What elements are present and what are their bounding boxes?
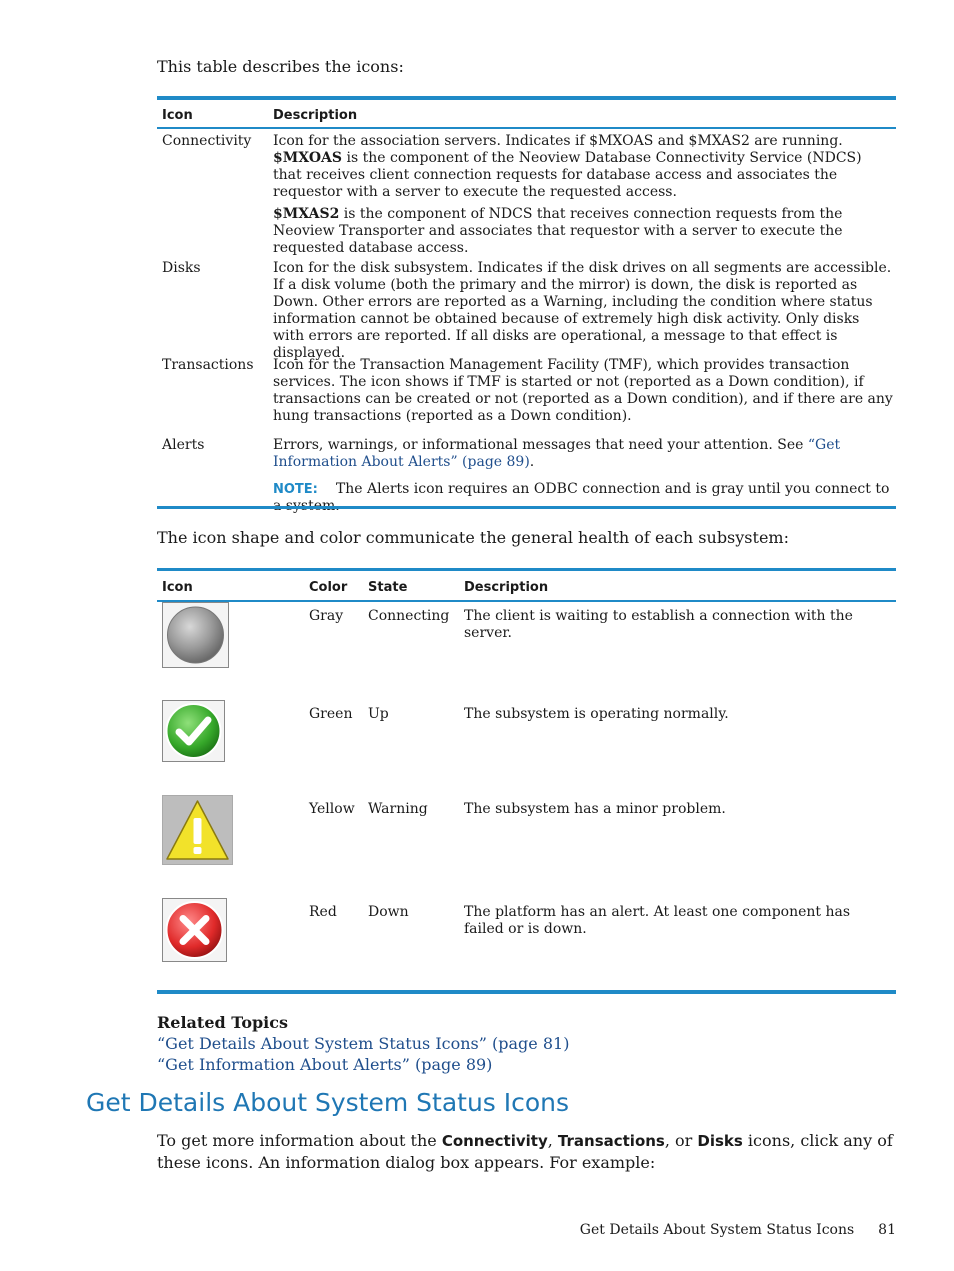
footer-title: Get Details About System Status Icons	[579, 1222, 855, 1238]
related-topics	[157, 1012, 569, 1075]
header-icon: Icon	[162, 580, 193, 595]
header-color: Color	[309, 580, 348, 595]
page-number: 81	[878, 1222, 896, 1238]
row-description: The subsystem is operating normally.	[464, 706, 729, 722]
related-link-status-icons[interactable]: “Get Details About System Status Icons” (page 81)	[157, 1034, 570, 1053]
table-row	[157, 904, 896, 984]
ui-term: Disks	[697, 1132, 743, 1150]
note-label: NOTE:	[273, 482, 318, 497]
status-table	[157, 568, 896, 996]
header-description: Description	[464, 580, 549, 595]
table-row	[157, 801, 896, 881]
row-color: Green	[309, 706, 353, 722]
row-name: Connectivity	[162, 133, 252, 149]
table-row	[157, 608, 896, 688]
table-header	[157, 571, 896, 602]
row-name: Disks	[162, 260, 201, 276]
table-bottom-rule	[157, 506, 896, 509]
desc-paragraph	[273, 206, 893, 257]
row-color: Gray	[309, 608, 344, 624]
body-text: ,	[547, 1131, 558, 1150]
body-text: To get more information about the	[157, 1131, 442, 1150]
desc-paragraph	[273, 437, 893, 471]
desc-paragraph	[273, 150, 893, 201]
row-state: Connecting	[368, 608, 450, 624]
ui-term: Connectivity	[441, 1132, 548, 1150]
row-state: Down	[368, 904, 409, 920]
note	[273, 481, 893, 515]
icons-table	[157, 96, 896, 497]
row-state: Up	[368, 706, 389, 722]
row-description	[273, 437, 893, 515]
note-text: The Alerts icon requires an ODBC connection and is gray until you connect to	[335, 481, 890, 497]
related-title: Related Topics	[157, 1013, 289, 1032]
row-description: Icon for the Transaction Management Facility (TMF), which provides transaction services. The icon shows if TMF is started or not (reported as a Down condition), if transactions can be created or not (reported as a Down condition), and if there are any hung transactions (reported as a Down condition).	[273, 357, 893, 424]
desc-text: is the component of the Neoview Database Connectivity Service (NDCS) that receives client connection requests for database access and associates the requestor with a server to execute the requested access.	[273, 150, 862, 200]
row-description: The platform has an alert. At least one component has failed or is down.	[464, 904, 851, 937]
section-heading: Get Details About System Status Icons	[86, 1088, 570, 1117]
term: $MXOAS	[273, 150, 343, 166]
row-color: Red	[309, 904, 337, 920]
desc-text: is the component of NDCS that receives connection requests from the Neoview Transporter and associates that requestor with a server to execute the requested database access.	[273, 206, 843, 256]
yellow-warning-icon	[162, 795, 233, 865]
header-state: State	[368, 580, 408, 595]
body-text: , or	[664, 1131, 698, 1150]
ui-term: Transactions	[557, 1132, 665, 1150]
alerts-link[interactable]: “Get Information About Alerts” (page 89)	[273, 437, 841, 470]
term: $MXAS2	[273, 206, 340, 222]
gray-circle-icon	[162, 602, 229, 668]
desc-text: Errors, warnings, or informational messages that need your attention. See	[273, 437, 808, 453]
section-body	[157, 1130, 896, 1173]
related-link-alerts[interactable]: “Get Information About Alerts” (page 89)	[157, 1055, 493, 1074]
table-row	[157, 706, 896, 786]
row-name: Transactions	[162, 357, 254, 373]
row-state: Warning	[368, 801, 428, 817]
body-text: icons, click any of these icons. An information dialog box appears. For example:	[157, 1131, 893, 1172]
row-color: Yellow	[309, 801, 355, 817]
intro-text: This table describes the icons:	[157, 57, 404, 76]
header-icon: Icon	[162, 108, 193, 123]
green-check-icon	[162, 700, 225, 762]
page-footer	[580, 1222, 896, 1238]
table-header	[157, 100, 896, 129]
row-description: The client is waiting to establish a connection with the server.	[464, 608, 853, 641]
row-description	[273, 133, 893, 262]
row-name: Alerts	[162, 437, 205, 453]
desc-text: .	[529, 454, 535, 470]
table-bottom-rule	[157, 990, 896, 994]
red-x-icon	[162, 898, 227, 962]
header-description: Description	[273, 108, 358, 123]
row-description: The subsystem has a minor problem.	[464, 801, 726, 817]
health-intro-text: The icon shape and color communicate the general health of each subsystem:	[157, 528, 789, 547]
desc-line: Icon for the association servers. Indicates if $MXOAS and $MXAS2 are running.	[273, 133, 843, 149]
row-description: Icon for the disk subsystem. Indicates if the disk drives on all segments are accessible. If a disk volume (both the primary and the mirror) is down, the disk is reported as Down. Other errors are reported as a Warning, including the condition where status information cannot be obtained because of extremely high disk activity. Only disks with errors are reported. If all disks are operational, a message to that effect is displayed.	[273, 260, 892, 361]
